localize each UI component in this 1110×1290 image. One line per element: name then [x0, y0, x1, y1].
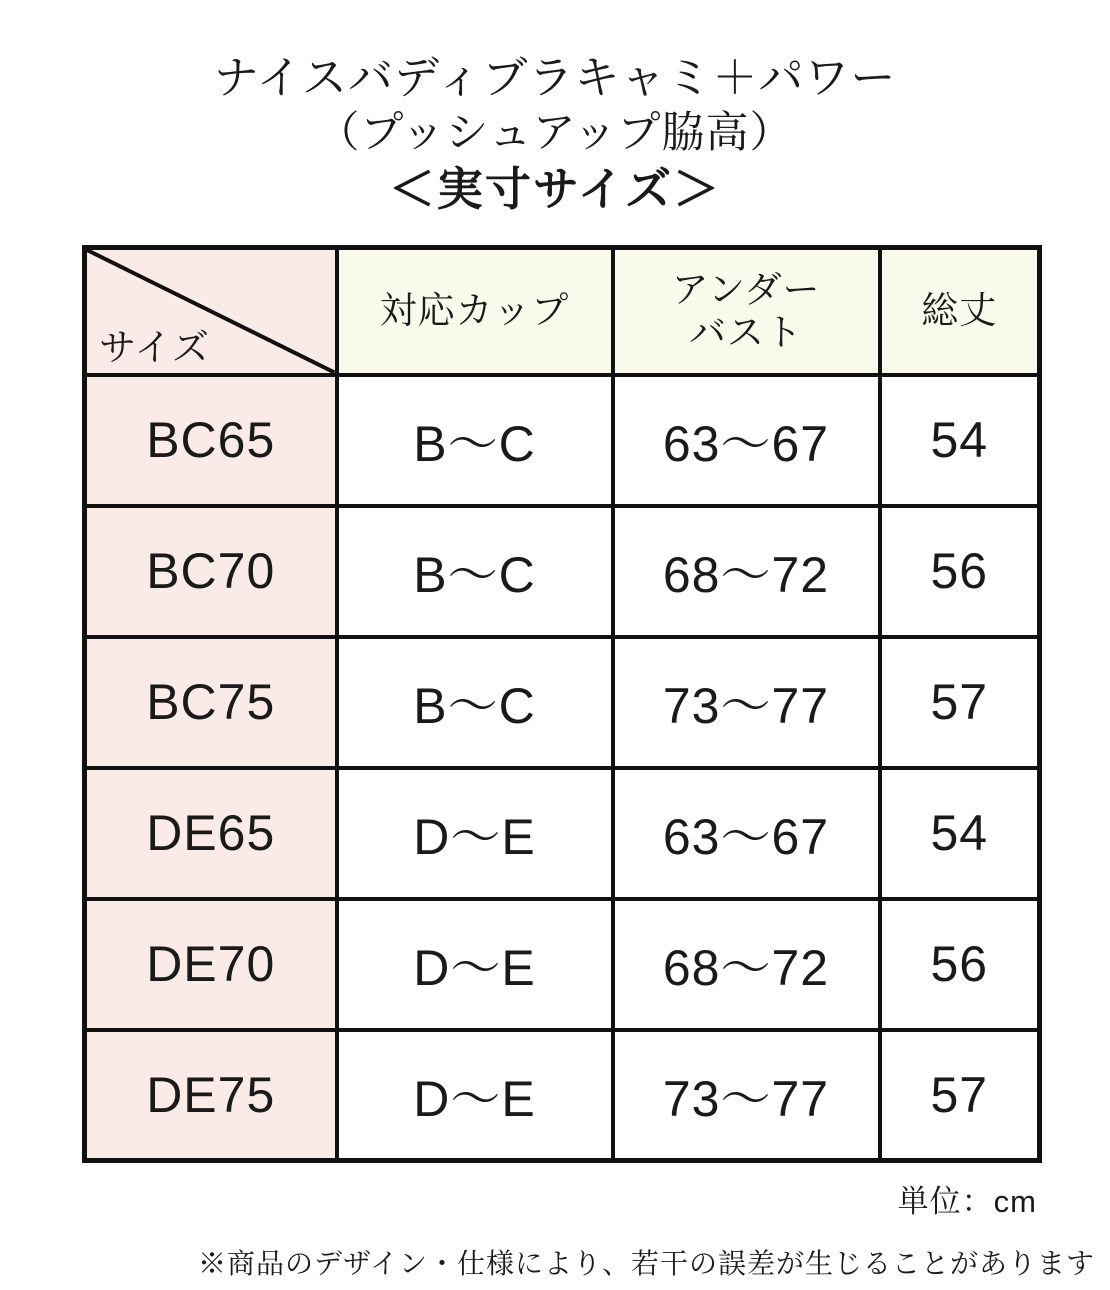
- length-value: 57: [880, 637, 1040, 768]
- cup-value: B～C: [337, 637, 613, 768]
- length-value: 57: [880, 1030, 1040, 1161]
- size-value: DE65: [85, 768, 337, 899]
- corner-header-cell: [85, 248, 337, 375]
- table-row: [85, 768, 1040, 899]
- table-row: [85, 506, 1040, 637]
- size-value: BC65: [85, 375, 337, 506]
- column-header-underbust: [613, 248, 880, 375]
- length-value: 56: [880, 899, 1040, 1030]
- column-header-underbust-line1: アンダー: [671, 268, 821, 310]
- length-value: 54: [880, 768, 1040, 899]
- underbust-value: 63～67: [613, 375, 880, 506]
- table-row: [85, 375, 1040, 506]
- cup-value: B～C: [337, 375, 613, 506]
- underbust-value: 73～77: [613, 637, 880, 768]
- column-header-cup: 対応カップ: [337, 248, 613, 375]
- corner-label-size: サイズ: [99, 326, 211, 368]
- disclaimer-note: ※商品のデザイン・仕様により、若干の誤差が生じることがあります: [197, 1248, 1095, 1279]
- product-title-line1: ナイスバディブラキャミ＋パワー: [213, 52, 897, 103]
- column-header-length: 総丈: [880, 248, 1040, 375]
- underbust-value: 73～77: [613, 1030, 880, 1161]
- column-header-underbust-line2: バスト: [689, 312, 803, 354]
- cup-value: D～E: [337, 1030, 613, 1161]
- product-title-line2: （プッシュアップ脇高）: [316, 109, 794, 157]
- underbust-value: 68～72: [613, 506, 880, 637]
- table-row: [85, 637, 1040, 768]
- size-chart-heading: ＜実寸サイズ＞: [388, 163, 722, 215]
- length-value: 54: [880, 375, 1040, 506]
- underbust-value: 63～67: [613, 768, 880, 899]
- cup-value: D～E: [337, 899, 613, 1030]
- table-row: [85, 1030, 1040, 1161]
- size-value: BC70: [85, 506, 337, 637]
- title-block: [0, 50, 1110, 218]
- cup-value: D～E: [337, 768, 613, 899]
- unit-label: 単位：cm: [897, 1184, 1037, 1219]
- underbust-value: 68～72: [613, 899, 880, 1030]
- cup-value: B～C: [337, 506, 613, 637]
- size-value: DE70: [85, 899, 337, 1030]
- length-value: 56: [880, 506, 1040, 637]
- size-value: BC75: [85, 637, 337, 768]
- table-row: [85, 899, 1040, 1030]
- size-value: DE75: [85, 1030, 337, 1161]
- header-row: [85, 248, 1040, 375]
- size-table: [82, 245, 1042, 1163]
